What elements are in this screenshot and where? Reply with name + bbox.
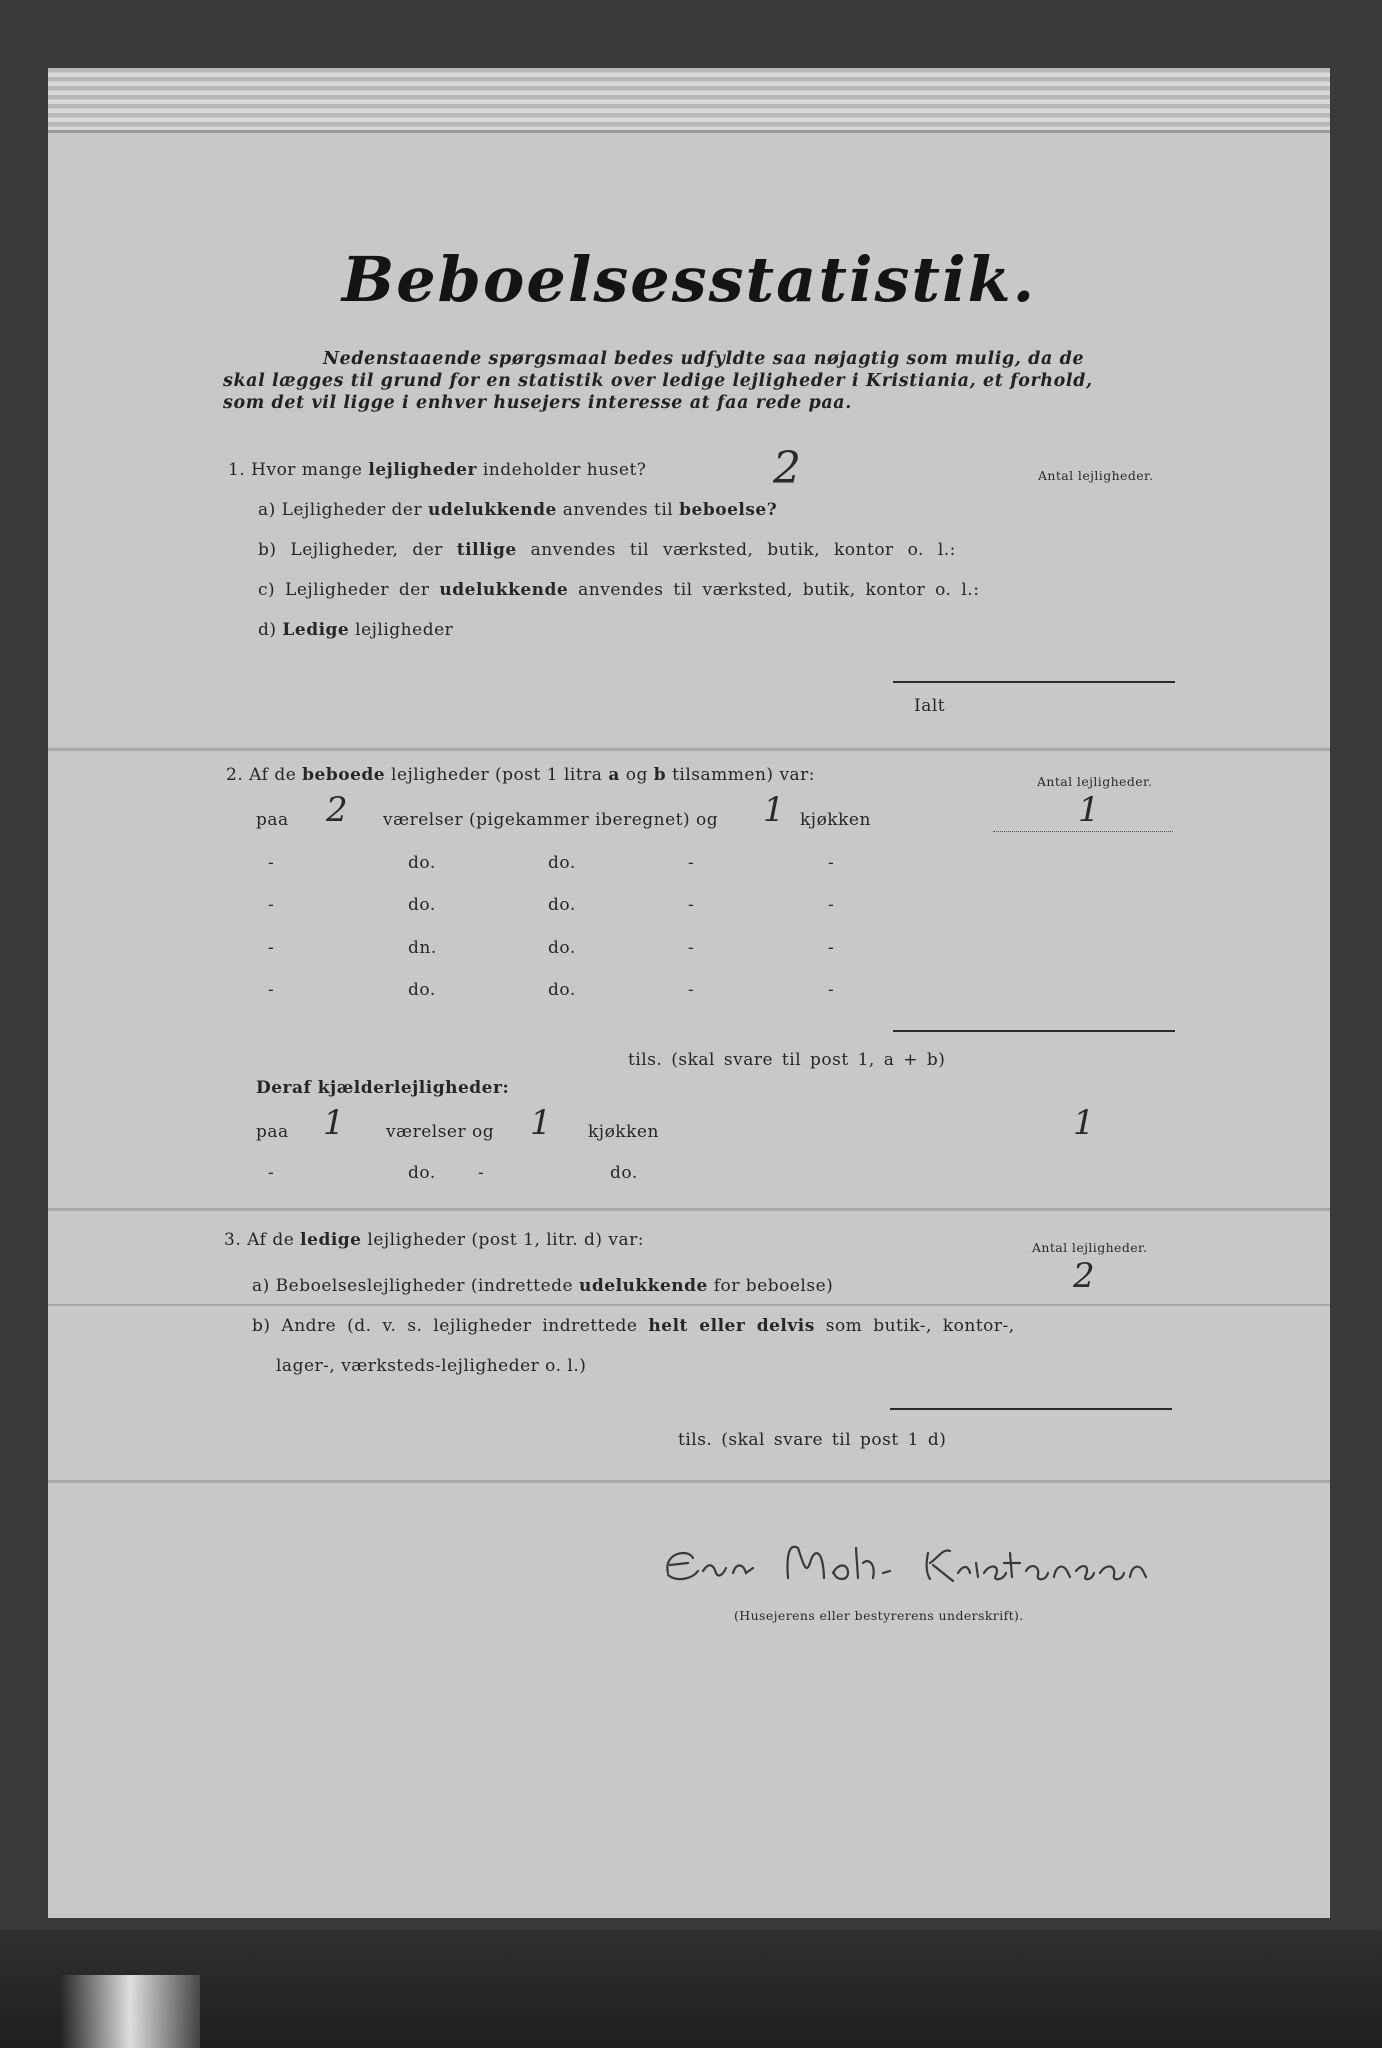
q2-k-row-dash: -: [478, 1163, 485, 1183]
q1b-line: [258, 540, 956, 560]
q1-text: Hvor mange: [251, 460, 363, 480]
q2-row-dash: -: [268, 853, 275, 873]
q3-text: lejligheder (post 1, litr. d) var:: [367, 1230, 645, 1250]
q1-bold: lejligheder: [368, 460, 477, 480]
q2-text: tilsammen) var:: [672, 765, 816, 785]
q2-k-kitchens-handwritten: 1: [530, 1103, 552, 1143]
page-title: Beboelsesstatistik.: [341, 243, 1037, 316]
q1b-text: b) Lejligheder, der: [258, 540, 443, 560]
q1c-text: anvendes til værksted, butik, kontor o. l.:: [578, 580, 980, 600]
film-glare: [60, 1975, 200, 2048]
q1-column-header: Antal lejligheder.: [1038, 468, 1154, 483]
q2-k-rooms-handwritten: 1: [323, 1103, 345, 1143]
q2-row-ditto: dn.: [408, 938, 437, 958]
q1a-text: anvendes til: [562, 500, 674, 520]
q1d-text: lejligheder: [355, 620, 454, 640]
q3b-bold: helt eller delvis: [648, 1316, 815, 1336]
q2-paa-label: paa: [256, 810, 289, 830]
q3a-count-handwritten: 2: [1073, 1256, 1095, 1296]
q2-text: og: [625, 765, 648, 785]
q2-k-paa-label: paa: [256, 1122, 289, 1142]
q2-row-dash: -: [688, 853, 695, 873]
q2-row-dash: -: [828, 980, 835, 1000]
q2-tils-label: tils. (skal svare til post 1, a + b): [628, 1050, 946, 1070]
q2-row-ditto: do.: [408, 980, 436, 1000]
intro-line: Nedenstaaende spørgsmaal bedes udfyldte saa nøjagtig som mulig, da de: [323, 349, 1085, 369]
q2-row-dash: -: [828, 895, 835, 915]
handwritten-signature: [658, 1533, 1228, 1603]
q2-text: lejligheder (post 1 litra: [391, 765, 603, 785]
q2-row-dash: -: [688, 980, 695, 1000]
q3-tils-label: tils. (skal svare til post 1 d): [678, 1430, 947, 1450]
q1-question: [228, 460, 646, 480]
section-divider: [48, 748, 1330, 751]
q1c-text: c) Lejligheder der: [258, 580, 430, 600]
q2-row-ditto: do.: [548, 895, 576, 915]
q2-row-ditto: do.: [408, 895, 436, 915]
q2-row-ditto: do.: [548, 980, 576, 1000]
q1a-bold: beboelse?: [679, 500, 778, 520]
intro-paragraph: [223, 348, 1233, 414]
q2-bold: beboede: [302, 765, 386, 785]
q2-row-dash: -: [268, 895, 275, 915]
q2-row-ditto: do.: [548, 853, 576, 873]
q2-row-dash: -: [828, 938, 835, 958]
q1-text: indeholder huset?: [482, 460, 647, 480]
intro-line: skal lægges til grund for en statistik over ledige lejligheder i Kristiania, et forhold,: [223, 371, 1093, 391]
signature-caption: (Husejerens eller bestyrerens underskrift).: [734, 1608, 1024, 1623]
q2-kitchens-handwritten: 1: [763, 790, 785, 830]
q1d-line: [258, 620, 453, 640]
section-divider: [48, 1480, 1330, 1483]
top-band: [48, 68, 1330, 133]
q1b-bold: tillige: [456, 540, 517, 560]
q2-question: [226, 765, 815, 785]
q3-bold: ledige: [300, 1230, 362, 1250]
q3a-line: [252, 1276, 833, 1296]
q1c-line: [258, 580, 979, 600]
q2-row-ditto: do.: [548, 938, 576, 958]
q2-k-kjokken-label: kjøkken: [588, 1122, 659, 1142]
q2-k-row-ditto: do.: [610, 1163, 638, 1183]
q1d-text: d): [258, 620, 277, 640]
q2-deraf-heading: Deraf kjælderlejligheder:: [256, 1078, 510, 1098]
q3-total-rule: [890, 1408, 1172, 1410]
q2-rooms-handwritten: 2: [326, 790, 348, 830]
q2-row-ditto: do.: [408, 853, 436, 873]
q3b-text: som butik-, kontor-,: [825, 1316, 1015, 1336]
form-sheet: [48, 68, 1330, 1918]
q2-bold: b: [653, 765, 667, 785]
film-border: [0, 1930, 1382, 2048]
q2-number: 2.: [226, 765, 244, 785]
q1-answer-handwritten: 2: [773, 443, 801, 494]
q3a-text: for beboelse): [713, 1276, 834, 1296]
q1a-bold: udelukkende: [428, 500, 557, 520]
q2-row-dash: -: [268, 980, 275, 1000]
q1-number: 1.: [228, 460, 246, 480]
intro-line: som det vil ligge i enhver husejers interesse at faa rede paa.: [223, 393, 852, 413]
q1-total-rule: [893, 681, 1175, 683]
q2-k-count-handwritten: 1: [1073, 1103, 1095, 1143]
q1d-bold: Ledige: [282, 620, 350, 640]
q3-text: Af de: [247, 1230, 295, 1250]
q3-number: 3.: [224, 1230, 242, 1250]
q2-k-row-ditto: do.: [408, 1163, 436, 1183]
q3b-text: b) Andre (d. v. s. lejligheder indrettede: [252, 1316, 638, 1336]
q2-k-row-dash: -: [268, 1163, 275, 1183]
q1a-text: a) Lejligheder der: [258, 500, 423, 520]
q3b-line2: lager-, værksteds-lejligheder o. l.): [276, 1356, 587, 1376]
q2-vaerelser-label: værelser (pigekammer iberegnet) og: [383, 810, 719, 830]
q2-column-header: Antal lejligheder.: [1037, 774, 1153, 789]
q2-bold: a: [608, 765, 620, 785]
q1c-bold: udelukkende: [439, 580, 569, 600]
q2-kjokken-label: kjøkken: [800, 810, 871, 830]
q2-count-dotline: [993, 831, 1173, 832]
q2-row-dash: -: [688, 895, 695, 915]
q3a-text: a) Beboelseslejligheder (indrettede: [252, 1276, 574, 1296]
q3a-bold: udelukkende: [579, 1276, 708, 1296]
q2-k-vaerelser-label: værelser og: [386, 1122, 495, 1142]
row-divider: [48, 1304, 1330, 1306]
q3-column-header: Antal lejligheder.: [1032, 1240, 1148, 1255]
q1-total-label: Ialt: [914, 696, 946, 716]
q3b-line: [252, 1316, 1015, 1336]
section-divider: [48, 1208, 1330, 1211]
q2-row-dash: -: [828, 853, 835, 873]
q1a-line: [258, 500, 777, 520]
q2-row-dash: -: [688, 938, 695, 958]
q2-total-rule: [893, 1030, 1175, 1032]
q2-text: Af de: [249, 765, 297, 785]
q3-question: [224, 1230, 644, 1250]
q2-count-handwritten: 1: [1078, 790, 1100, 830]
q2-row-dash: -: [268, 938, 275, 958]
q1b-text: anvendes til værksted, butik, kontor o. l.:: [530, 540, 956, 560]
